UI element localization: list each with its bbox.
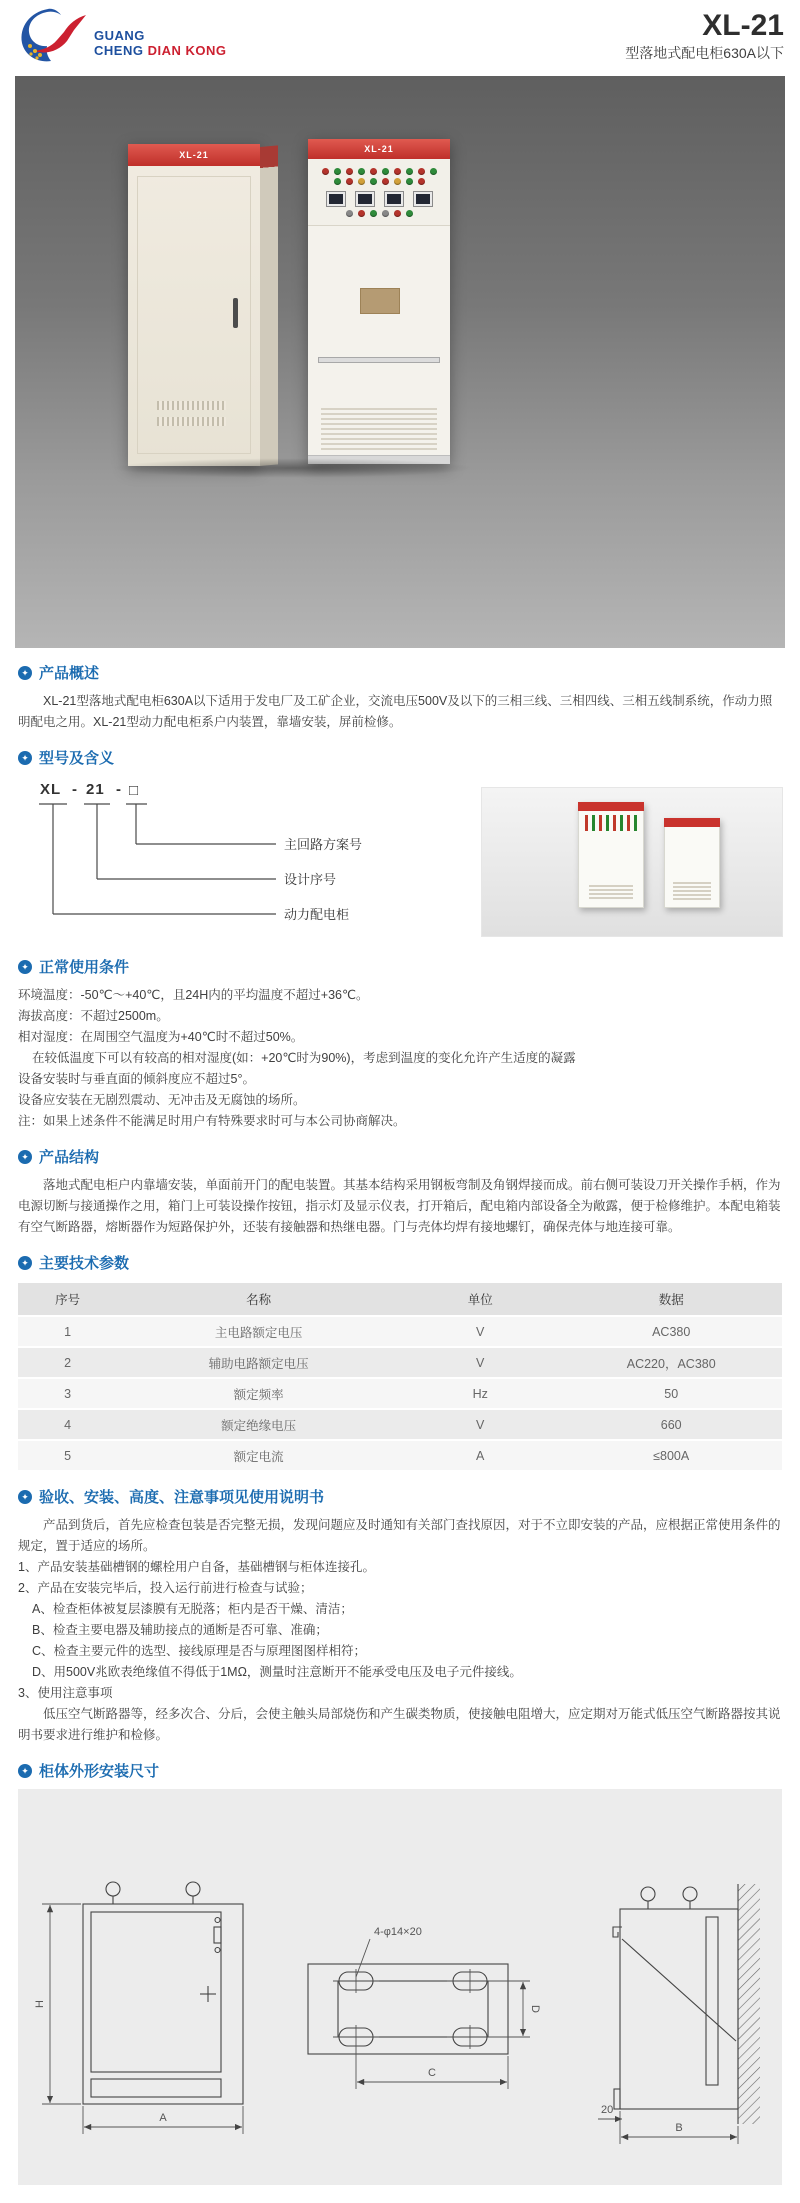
product-photo <box>15 76 785 648</box>
section-bullet-icon: ✦ <box>18 666 32 680</box>
lamp-icon <box>406 168 413 175</box>
lamp-icon <box>334 168 341 175</box>
cabinet-left-door <box>128 166 260 466</box>
acceptance-line: 2、产品在安装完毕后，投入运行前进行检查与试验； <box>18 1581 313 1595</box>
acceptance-line: A、检查柜体被复层漆膜有无脱落；柜内是否干燥、清洁； <box>32 1602 353 1616</box>
cell-value: AC220，AC380 <box>560 1348 782 1377</box>
panel-meter-icon <box>413 191 433 207</box>
cell-name: 主电路额定电压 <box>117 1317 400 1346</box>
button-icon <box>370 210 377 217</box>
cell-value: 660 <box>560 1410 782 1439</box>
cabinet-left <box>128 144 260 466</box>
section-bullet-icon: ✦ <box>18 960 32 974</box>
model-code-lines <box>39 804 276 914</box>
model-code-text <box>40 781 139 799</box>
section-title: 产品结构 <box>39 1149 100 1166</box>
cell-index: 1 <box>18 1317 117 1346</box>
section-heading-acceptance <box>18 1486 782 1507</box>
meter-row <box>308 191 450 207</box>
company-logo <box>18 6 226 64</box>
dim-label-holes: 4-φ14×20 <box>374 1926 422 1938</box>
condition-line: 海拔高度：不超过2500m。 <box>18 1009 169 1023</box>
button-icon <box>394 210 401 217</box>
lamp-icon <box>370 168 377 175</box>
thumbnail-lamps <box>585 815 637 831</box>
panel-meter-icon <box>384 191 404 207</box>
model-label-scheme: 主回路方案号 <box>284 837 363 852</box>
model-thumbnail-photo <box>482 788 782 936</box>
lamp-icon <box>370 178 377 185</box>
lamp-icon <box>358 168 365 175</box>
table-header-cell: 名称 <box>117 1283 400 1315</box>
section-bullet-icon: ✦ <box>18 1256 32 1270</box>
model-code-diagram <box>26 776 466 936</box>
button-icon <box>358 210 365 217</box>
cell-index: 2 <box>18 1348 117 1377</box>
cell-name: 辅助电路额定电压 <box>117 1348 400 1377</box>
section-title: 验收、安装、高度、注意事项见使用说明书 <box>39 1489 325 1506</box>
lamp-icon <box>334 178 341 185</box>
table-header-row <box>18 1283 782 1315</box>
thumbnail-top-band <box>578 802 644 811</box>
section-heading-dimensions <box>18 1760 782 1781</box>
front-view-drawing <box>34 1882 243 2134</box>
cell-name: 额定频率 <box>117 1379 400 1408</box>
cell-name: 额定电流 <box>117 1441 400 1470</box>
side-view-drawing <box>598 1884 760 2144</box>
condition-line: 环境温度：-50℃～+40℃，且24H内的平均温度不超过+36℃。 <box>18 988 369 1002</box>
condition-line: 设备应安装在无剧烈震动、无冲击及无腐蚀的场所。 <box>18 1093 306 1107</box>
condition-line: 在较低温度下可以有较高的相对湿度(如：+20℃时为90%)，考虑到温度的变化允许产生适度的凝露 <box>32 1051 576 1065</box>
parameters-table-body <box>18 1317 782 1470</box>
cell-value: 50 <box>560 1379 782 1408</box>
dimension-drawings-panel <box>18 1789 782 2185</box>
dim-label-20: 20 <box>601 2104 614 2116</box>
acceptance-line: 1、产品安装基础槽钢的螺栓用户自备，基础槽钢与柜体连接孔。 <box>18 1560 375 1574</box>
page-header <box>0 0 800 72</box>
dim-label-D: D <box>529 2005 541 2013</box>
dimension-drawings <box>18 1789 788 2185</box>
plan-view-drawing <box>308 1926 541 2089</box>
acceptance-line: 3、使用注意事项 <box>18 1686 113 1700</box>
cell-unit: V <box>400 1317 560 1346</box>
condition-line: 设备安装时与垂直面的倾斜度应不超过5°。 <box>18 1072 255 1086</box>
lamp-icon <box>430 168 437 175</box>
code-part: 21 <box>86 781 105 798</box>
model-label-cabinet: 动力配电柜 <box>284 907 350 922</box>
thumbnail-top-band <box>664 818 720 827</box>
lamp-icon <box>418 178 425 185</box>
acceptance-line: D、用500V兆欧表绝缘值不得低于1MΩ，测量时注意断开不能承受电压及电子元件接线。 <box>32 1665 522 1679</box>
cell-value: ≤800A <box>560 1441 782 1470</box>
nameplate <box>360 288 400 314</box>
overview-paragraph: XL-21型落地式配电柜630A以下适用于发电厂及工矿企业，交流电压500V及以下的三相三线、三相四线、三相五线制系统，作动力照明配电之用。XL-21型动力配电柜系户内装置，靠墙安装，屏前检修。 <box>18 694 773 729</box>
section-title: 正常使用条件 <box>39 959 130 976</box>
logo-word-cheng: CHENG <box>94 43 144 58</box>
vent-louver <box>157 417 226 426</box>
button-icon <box>346 210 353 217</box>
dim-label-C: C <box>428 2067 436 2079</box>
cell-unit: V <box>400 1348 560 1377</box>
indicator-lamps-row-2 <box>308 178 450 185</box>
cell-index: 3 <box>18 1379 117 1408</box>
dim-label-H: H <box>34 2000 46 2008</box>
table-row <box>18 1348 782 1377</box>
page-subtitle: 型落地式配电柜630A以下 <box>625 45 784 61</box>
logo-word-diankong: DIAN KONG <box>147 43 227 58</box>
code-part: XL <box>40 781 62 798</box>
conditions-list <box>18 985 782 1132</box>
cell-unit: V <box>400 1410 560 1439</box>
section-heading-model <box>18 747 782 768</box>
parameters-table <box>18 1281 782 1472</box>
horizontal-handle-icon <box>318 357 440 363</box>
thumbnail-body <box>578 811 644 908</box>
page-title: XL-21 <box>702 9 784 42</box>
lamp-icon <box>406 178 413 185</box>
code-part: - <box>116 781 122 798</box>
indicator-lamps-row-1 <box>308 168 450 175</box>
vent-grid <box>321 406 437 450</box>
lamp-icon <box>322 168 329 175</box>
section-bullet-icon: ✦ <box>18 1764 32 1778</box>
logo-word-guang: GUANG <box>94 28 145 43</box>
logo-wordmark <box>94 28 226 58</box>
lamp-icon <box>382 168 389 175</box>
cabinet-left-side-face <box>260 145 278 466</box>
section-title: 主要技术参数 <box>39 1255 130 1272</box>
thumbnail-body <box>664 827 720 908</box>
cabinet-right-door <box>308 226 450 464</box>
section-bullet-icon: ✦ <box>18 751 32 765</box>
button-row <box>308 210 450 217</box>
condition-line: 相对湿度：在周围空气温度为+40℃时不超过50%。 <box>18 1030 304 1044</box>
table-header-cell: 序号 <box>18 1283 117 1315</box>
button-icon <box>382 210 389 217</box>
floor-shadow <box>110 458 475 478</box>
section-title: 柜体外形安装尺寸 <box>39 1763 160 1780</box>
dim-label-B: B <box>675 2122 683 2134</box>
table-row <box>18 1410 782 1439</box>
lamp-icon <box>394 178 401 185</box>
section-title: 型号及含义 <box>39 750 115 767</box>
lamp-icon <box>346 168 353 175</box>
panel-meter-icon <box>355 191 375 207</box>
cell-index: 5 <box>18 1441 117 1470</box>
table-header-cell: 单位 <box>400 1283 560 1315</box>
thumbnail-vent <box>673 882 711 900</box>
lamp-icon <box>358 178 365 185</box>
logo-swoosh-icon <box>18 6 88 64</box>
model-label-design: 设计序号 <box>284 872 337 887</box>
page-content <box>0 662 800 1781</box>
code-part: □ <box>129 782 140 799</box>
table-row <box>18 1317 782 1346</box>
logo-word-line2 <box>94 43 226 58</box>
section-heading-structure <box>18 1146 782 1167</box>
cell-name: 额定绝缘电压 <box>117 1410 400 1439</box>
structure-paragraph: 落地式配电柜户内靠墙安装，单面前开门的配电装置。其基本结构采用钢板弯制及角钢焊接而成。前右侧可装设刀开关操作手柄，作为电源切断与接通操作之用，箱门上可装设操作按钮，指示灯及显示仪表，打开箱后，配电箱内部设备全为敞露，便于检修维护。本配电箱装有空气断路器，熔断器作为短路保护外，还装有接触器和热继电器。门与壳体均焊有接地螺钉，确保壳体与地连接可靠。 <box>18 1178 781 1234</box>
cell-unit: Hz <box>400 1379 560 1408</box>
parameters-table-head <box>18 1283 782 1315</box>
model-meaning-row <box>18 776 782 942</box>
cell-index: 4 <box>18 1410 117 1439</box>
cabinet-right-model-label: XL-21 <box>364 144 394 154</box>
table-row <box>18 1379 782 1408</box>
thumbnail-cabinet-right <box>664 818 720 908</box>
section-bullet-icon: ✦ <box>18 1490 32 1504</box>
lamp-icon <box>382 178 389 185</box>
title-block <box>625 10 784 63</box>
cabinet-left-model-label: XL-21 <box>179 150 209 160</box>
condition-line: 注：如果上述条件不能满足时用户有特殊要求时可与本公司协商解决。 <box>18 1114 406 1128</box>
panel-meter-icon <box>326 191 346 207</box>
section-bullet-icon: ✦ <box>18 1150 32 1164</box>
table-header-cell: 数据 <box>560 1283 782 1315</box>
code-part: - <box>72 781 78 798</box>
acceptance-line: B、检查主要电器及辅助接点的通断是否可靠、准确； <box>32 1623 328 1637</box>
section-heading-overview <box>18 662 782 683</box>
vent-louver <box>157 401 226 410</box>
thumbnail-vent <box>589 885 633 899</box>
lamp-icon <box>346 178 353 185</box>
acceptance-line: 低压空气断路器等，经多次合、分后，会使主触头局部烧伤和产生碳类物质，使接触电阻增大，应定期对万能式低压空气断路器按其说明书要求进行维护和检修。 <box>18 1707 781 1742</box>
button-icon <box>406 210 413 217</box>
control-panel <box>308 159 450 226</box>
section-title: 产品概述 <box>39 665 100 682</box>
acceptance-line: 产品到货后，首先应检查包装是否完整无损，发现问题应及时通知有关部门查找原因，对于不立即安装的产品，应根据正常使用条件的规定，置于适应的场所。 <box>18 1518 781 1553</box>
acceptance-list <box>18 1515 782 1746</box>
table-row <box>18 1441 782 1470</box>
cell-unit: A <box>400 1441 560 1470</box>
lamp-icon <box>418 168 425 175</box>
cabinet-right-top-band <box>308 139 450 159</box>
dim-label-A: A <box>159 2112 167 2124</box>
section-heading-parameters <box>18 1252 782 1273</box>
cabinet-right <box>308 139 450 464</box>
section-heading-conditions <box>18 956 782 977</box>
lamp-icon <box>394 168 401 175</box>
thumbnail-cabinet-left <box>578 802 644 908</box>
acceptance-line: C、检查主要元件的选型、接线原理是否与原理图图样相符； <box>32 1644 367 1658</box>
door-handle-icon <box>233 298 238 328</box>
cabinet-left-top-band <box>128 144 260 166</box>
wall-hatching <box>738 1884 760 2124</box>
cell-value: AC380 <box>560 1317 782 1346</box>
